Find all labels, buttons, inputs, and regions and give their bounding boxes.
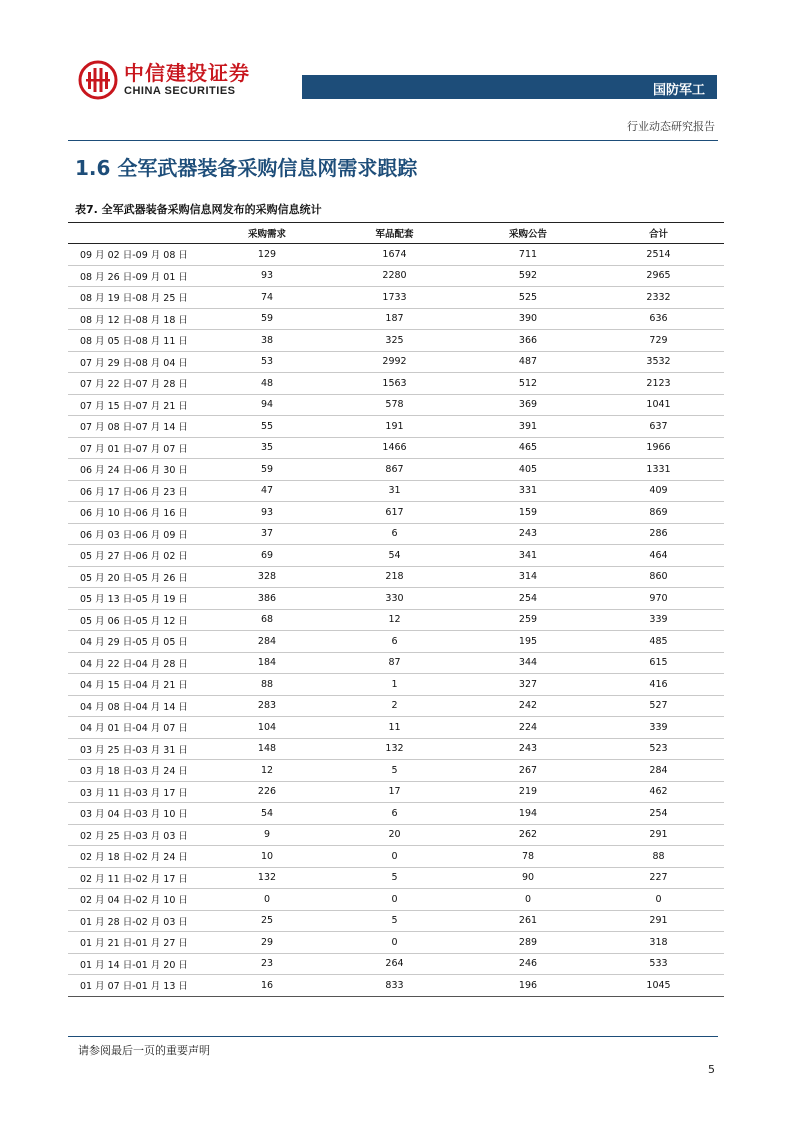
- value-cell: 314: [463, 566, 593, 588]
- period-cell: 04 月 01 日-04 月 07 日: [68, 717, 208, 739]
- footer-divider: [68, 1036, 718, 1037]
- value-cell: 409: [593, 480, 724, 502]
- header-category: 国防军工: [652, 83, 705, 98]
- period-cell: 05 月 13 日-05 月 19 日: [68, 588, 208, 610]
- value-cell: 196: [463, 975, 593, 997]
- value-cell: 1: [326, 674, 463, 696]
- value-cell: 78: [463, 846, 593, 868]
- value-cell: 0: [463, 889, 593, 911]
- column-header-period: [68, 223, 208, 244]
- value-cell: 6: [326, 523, 463, 545]
- value-cell: 0: [326, 846, 463, 868]
- period-cell: 06 月 17 日-06 月 23 日: [68, 480, 208, 502]
- value-cell: 833: [326, 975, 463, 997]
- value-cell: 615: [593, 652, 724, 674]
- value-cell: 88: [593, 846, 724, 868]
- table-row: [68, 932, 724, 954]
- value-cell: 54: [326, 545, 463, 567]
- table-row: [68, 459, 724, 481]
- table-row: [68, 738, 724, 760]
- table-header-row: [68, 223, 724, 244]
- value-cell: 578: [326, 394, 463, 416]
- value-cell: 48: [208, 373, 326, 395]
- table-row: [68, 437, 724, 459]
- value-cell: 90: [463, 867, 593, 889]
- period-cell: 03 月 04 日-03 月 10 日: [68, 803, 208, 825]
- table-row: [68, 674, 724, 696]
- period-cell: 07 月 29 日-08 月 04 日: [68, 351, 208, 373]
- value-cell: 10: [208, 846, 326, 868]
- period-cell: 07 月 15 日-07 月 21 日: [68, 394, 208, 416]
- value-cell: 1331: [593, 459, 724, 481]
- value-cell: 69: [208, 545, 326, 567]
- value-cell: 1563: [326, 373, 463, 395]
- value-cell: 1966: [593, 437, 724, 459]
- value-cell: 224: [463, 717, 593, 739]
- period-cell: 08 月 26 日-09 月 01 日: [68, 265, 208, 287]
- value-cell: 2: [326, 695, 463, 717]
- value-cell: 525: [463, 287, 593, 309]
- period-cell: 04 月 29 日-05 月 05 日: [68, 631, 208, 653]
- period-cell: 05 月 20 日-05 月 26 日: [68, 566, 208, 588]
- value-cell: 637: [593, 416, 724, 438]
- value-cell: 289: [463, 932, 593, 954]
- value-cell: 129: [208, 244, 326, 266]
- value-cell: 35: [208, 437, 326, 459]
- page-number: 5: [708, 1063, 715, 1076]
- value-cell: 264: [326, 953, 463, 975]
- table-caption: 表7. 全军武器装备采购信息网发布的采购信息统计: [75, 203, 322, 216]
- value-cell: 104: [208, 717, 326, 739]
- value-cell: 187: [326, 308, 463, 330]
- table-row: [68, 652, 724, 674]
- company-logo: [78, 58, 250, 102]
- value-cell: 246: [463, 953, 593, 975]
- value-cell: 59: [208, 308, 326, 330]
- value-cell: 487: [463, 351, 593, 373]
- value-cell: 6: [326, 631, 463, 653]
- value-cell: 416: [593, 674, 724, 696]
- value-cell: 283: [208, 695, 326, 717]
- period-cell: 01 月 07 日-01 月 13 日: [68, 975, 208, 997]
- period-cell: 07 月 08 日-07 月 14 日: [68, 416, 208, 438]
- table-row: [68, 265, 724, 287]
- value-cell: 860: [593, 566, 724, 588]
- value-cell: 2280: [326, 265, 463, 287]
- value-cell: 2992: [326, 351, 463, 373]
- table-row: [68, 953, 724, 975]
- table-body: [68, 244, 724, 997]
- value-cell: 29: [208, 932, 326, 954]
- value-cell: 5: [326, 867, 463, 889]
- value-cell: 6: [326, 803, 463, 825]
- period-cell: 01 月 14 日-01 月 20 日: [68, 953, 208, 975]
- value-cell: 0: [326, 932, 463, 954]
- value-cell: 533: [593, 953, 724, 975]
- value-cell: 2514: [593, 244, 724, 266]
- period-cell: 04 月 15 日-04 月 21 日: [68, 674, 208, 696]
- table-row: [68, 330, 724, 352]
- value-cell: 0: [208, 889, 326, 911]
- value-cell: 5: [326, 760, 463, 782]
- period-cell: 02 月 18 日-02 月 24 日: [68, 846, 208, 868]
- table-row: [68, 588, 724, 610]
- value-cell: 339: [593, 717, 724, 739]
- value-cell: 11: [326, 717, 463, 739]
- value-cell: 25: [208, 910, 326, 932]
- table-row: [68, 609, 724, 631]
- value-cell: 386: [208, 588, 326, 610]
- value-cell: 286: [593, 523, 724, 545]
- value-cell: 59: [208, 459, 326, 481]
- table-row: [68, 717, 724, 739]
- value-cell: 267: [463, 760, 593, 782]
- value-cell: 867: [326, 459, 463, 481]
- table-row: [68, 631, 724, 653]
- value-cell: 218: [326, 566, 463, 588]
- value-cell: 261: [463, 910, 593, 932]
- value-cell: 88: [208, 674, 326, 696]
- value-cell: 344: [463, 652, 593, 674]
- value-cell: 1466: [326, 437, 463, 459]
- section-title: 1.6 全军武器装备采购信息网需求跟踪: [75, 156, 418, 180]
- value-cell: 194: [463, 803, 593, 825]
- value-cell: 527: [593, 695, 724, 717]
- value-cell: 291: [593, 910, 724, 932]
- value-cell: 254: [463, 588, 593, 610]
- value-cell: 243: [463, 523, 593, 545]
- value-cell: 592: [463, 265, 593, 287]
- value-cell: 330: [326, 588, 463, 610]
- table-row: [68, 373, 724, 395]
- table-row: [68, 287, 724, 309]
- procurement-stats-table: [68, 222, 724, 997]
- value-cell: 3532: [593, 351, 724, 373]
- value-cell: 38: [208, 330, 326, 352]
- value-cell: 68: [208, 609, 326, 631]
- value-cell: 195: [463, 631, 593, 653]
- value-cell: 1045: [593, 975, 724, 997]
- value-cell: 53: [208, 351, 326, 373]
- column-header: 合计: [593, 223, 724, 244]
- value-cell: 636: [593, 308, 724, 330]
- value-cell: 711: [463, 244, 593, 266]
- table-row: [68, 523, 724, 545]
- value-cell: 262: [463, 824, 593, 846]
- table-row: [68, 889, 724, 911]
- value-cell: 2123: [593, 373, 724, 395]
- table-row: [68, 308, 724, 330]
- value-cell: 1733: [326, 287, 463, 309]
- period-cell: 06 月 03 日-06 月 09 日: [68, 523, 208, 545]
- period-cell: 04 月 08 日-04 月 14 日: [68, 695, 208, 717]
- table-row: [68, 803, 724, 825]
- column-header: 军品配套: [326, 223, 463, 244]
- value-cell: 390: [463, 308, 593, 330]
- table-row: [68, 695, 724, 717]
- value-cell: 617: [326, 502, 463, 524]
- value-cell: 16: [208, 975, 326, 997]
- value-cell: 219: [463, 781, 593, 803]
- period-cell: 06 月 10 日-06 月 16 日: [68, 502, 208, 524]
- value-cell: 1041: [593, 394, 724, 416]
- value-cell: 523: [593, 738, 724, 760]
- value-cell: 226: [208, 781, 326, 803]
- value-cell: 512: [463, 373, 593, 395]
- value-cell: 325: [326, 330, 463, 352]
- value-cell: 328: [208, 566, 326, 588]
- value-cell: 259: [463, 609, 593, 631]
- value-cell: 55: [208, 416, 326, 438]
- value-cell: 729: [593, 330, 724, 352]
- value-cell: 5: [326, 910, 463, 932]
- period-cell: 09 月 02 日-09 月 08 日: [68, 244, 208, 266]
- value-cell: 284: [593, 760, 724, 782]
- table-row: [68, 351, 724, 373]
- period-cell: 03 月 11 日-03 月 17 日: [68, 781, 208, 803]
- period-cell: 02 月 25 日-03 月 03 日: [68, 824, 208, 846]
- table-row: [68, 760, 724, 782]
- column-header: 采购公告: [463, 223, 593, 244]
- period-cell: 02 月 04 日-02 月 10 日: [68, 889, 208, 911]
- header-divider: [68, 140, 718, 141]
- table-row: [68, 781, 724, 803]
- value-cell: 227: [593, 867, 724, 889]
- china-securities-logo-icon: [78, 60, 118, 100]
- value-cell: 0: [326, 889, 463, 911]
- table-row: [68, 867, 724, 889]
- table-row: [68, 975, 724, 997]
- value-cell: 254: [593, 803, 724, 825]
- table-row: [68, 910, 724, 932]
- period-cell: 06 月 24 日-06 月 30 日: [68, 459, 208, 481]
- header-category-bar: [302, 75, 717, 99]
- value-cell: 2332: [593, 287, 724, 309]
- logo-english-name: CHINA SECURITIES: [124, 85, 236, 97]
- period-cell: 05 月 06 日-05 月 12 日: [68, 609, 208, 631]
- table-row: [68, 416, 724, 438]
- period-cell: 01 月 28 日-02 月 03 日: [68, 910, 208, 932]
- value-cell: 465: [463, 437, 593, 459]
- table-row: [68, 846, 724, 868]
- value-cell: 191: [326, 416, 463, 438]
- value-cell: 12: [326, 609, 463, 631]
- period-cell: 04 月 22 日-04 月 28 日: [68, 652, 208, 674]
- value-cell: 331: [463, 480, 593, 502]
- table-row: [68, 566, 724, 588]
- period-cell: 08 月 12 日-08 月 18 日: [68, 308, 208, 330]
- report-type: 行业动态研究报告: [627, 120, 715, 133]
- value-cell: 93: [208, 265, 326, 287]
- value-cell: 2965: [593, 265, 724, 287]
- value-cell: 391: [463, 416, 593, 438]
- period-cell: 08 月 19 日-08 月 25 日: [68, 287, 208, 309]
- value-cell: 20: [326, 824, 463, 846]
- value-cell: 243: [463, 738, 593, 760]
- value-cell: 148: [208, 738, 326, 760]
- value-cell: 54: [208, 803, 326, 825]
- table-row: [68, 502, 724, 524]
- column-header: 采购需求: [208, 223, 326, 244]
- value-cell: 366: [463, 330, 593, 352]
- value-cell: 159: [463, 502, 593, 524]
- value-cell: 17: [326, 781, 463, 803]
- value-cell: 1674: [326, 244, 463, 266]
- table-row: [68, 480, 724, 502]
- table-row: [68, 824, 724, 846]
- value-cell: 23: [208, 953, 326, 975]
- value-cell: 369: [463, 394, 593, 416]
- disclaimer-note: 请参阅最后一页的重要声明: [78, 1044, 210, 1057]
- value-cell: 9: [208, 824, 326, 846]
- period-cell: 01 月 21 日-01 月 27 日: [68, 932, 208, 954]
- value-cell: 341: [463, 545, 593, 567]
- value-cell: 37: [208, 523, 326, 545]
- period-cell: 05 月 27 日-06 月 02 日: [68, 545, 208, 567]
- period-cell: 02 月 11 日-02 月 17 日: [68, 867, 208, 889]
- value-cell: 318: [593, 932, 724, 954]
- value-cell: 485: [593, 631, 724, 653]
- value-cell: 74: [208, 287, 326, 309]
- table-row: [68, 545, 724, 567]
- period-cell: 08 月 05 日-08 月 11 日: [68, 330, 208, 352]
- period-cell: 03 月 25 日-03 月 31 日: [68, 738, 208, 760]
- value-cell: 869: [593, 502, 724, 524]
- value-cell: 94: [208, 394, 326, 416]
- value-cell: 462: [593, 781, 724, 803]
- value-cell: 132: [326, 738, 463, 760]
- value-cell: 405: [463, 459, 593, 481]
- value-cell: 284: [208, 631, 326, 653]
- value-cell: 12: [208, 760, 326, 782]
- table-row: [68, 394, 724, 416]
- period-cell: 07 月 01 日-07 月 07 日: [68, 437, 208, 459]
- period-cell: 07 月 22 日-07 月 28 日: [68, 373, 208, 395]
- value-cell: 31: [326, 480, 463, 502]
- value-cell: 47: [208, 480, 326, 502]
- value-cell: 339: [593, 609, 724, 631]
- value-cell: 93: [208, 502, 326, 524]
- logo-chinese-name: 中信建投证券: [124, 61, 250, 85]
- value-cell: 132: [208, 867, 326, 889]
- value-cell: 464: [593, 545, 724, 567]
- value-cell: 0: [593, 889, 724, 911]
- value-cell: 327: [463, 674, 593, 696]
- value-cell: 970: [593, 588, 724, 610]
- value-cell: 87: [326, 652, 463, 674]
- value-cell: 242: [463, 695, 593, 717]
- value-cell: 184: [208, 652, 326, 674]
- value-cell: 291: [593, 824, 724, 846]
- table-row: [68, 244, 724, 266]
- period-cell: 03 月 18 日-03 月 24 日: [68, 760, 208, 782]
